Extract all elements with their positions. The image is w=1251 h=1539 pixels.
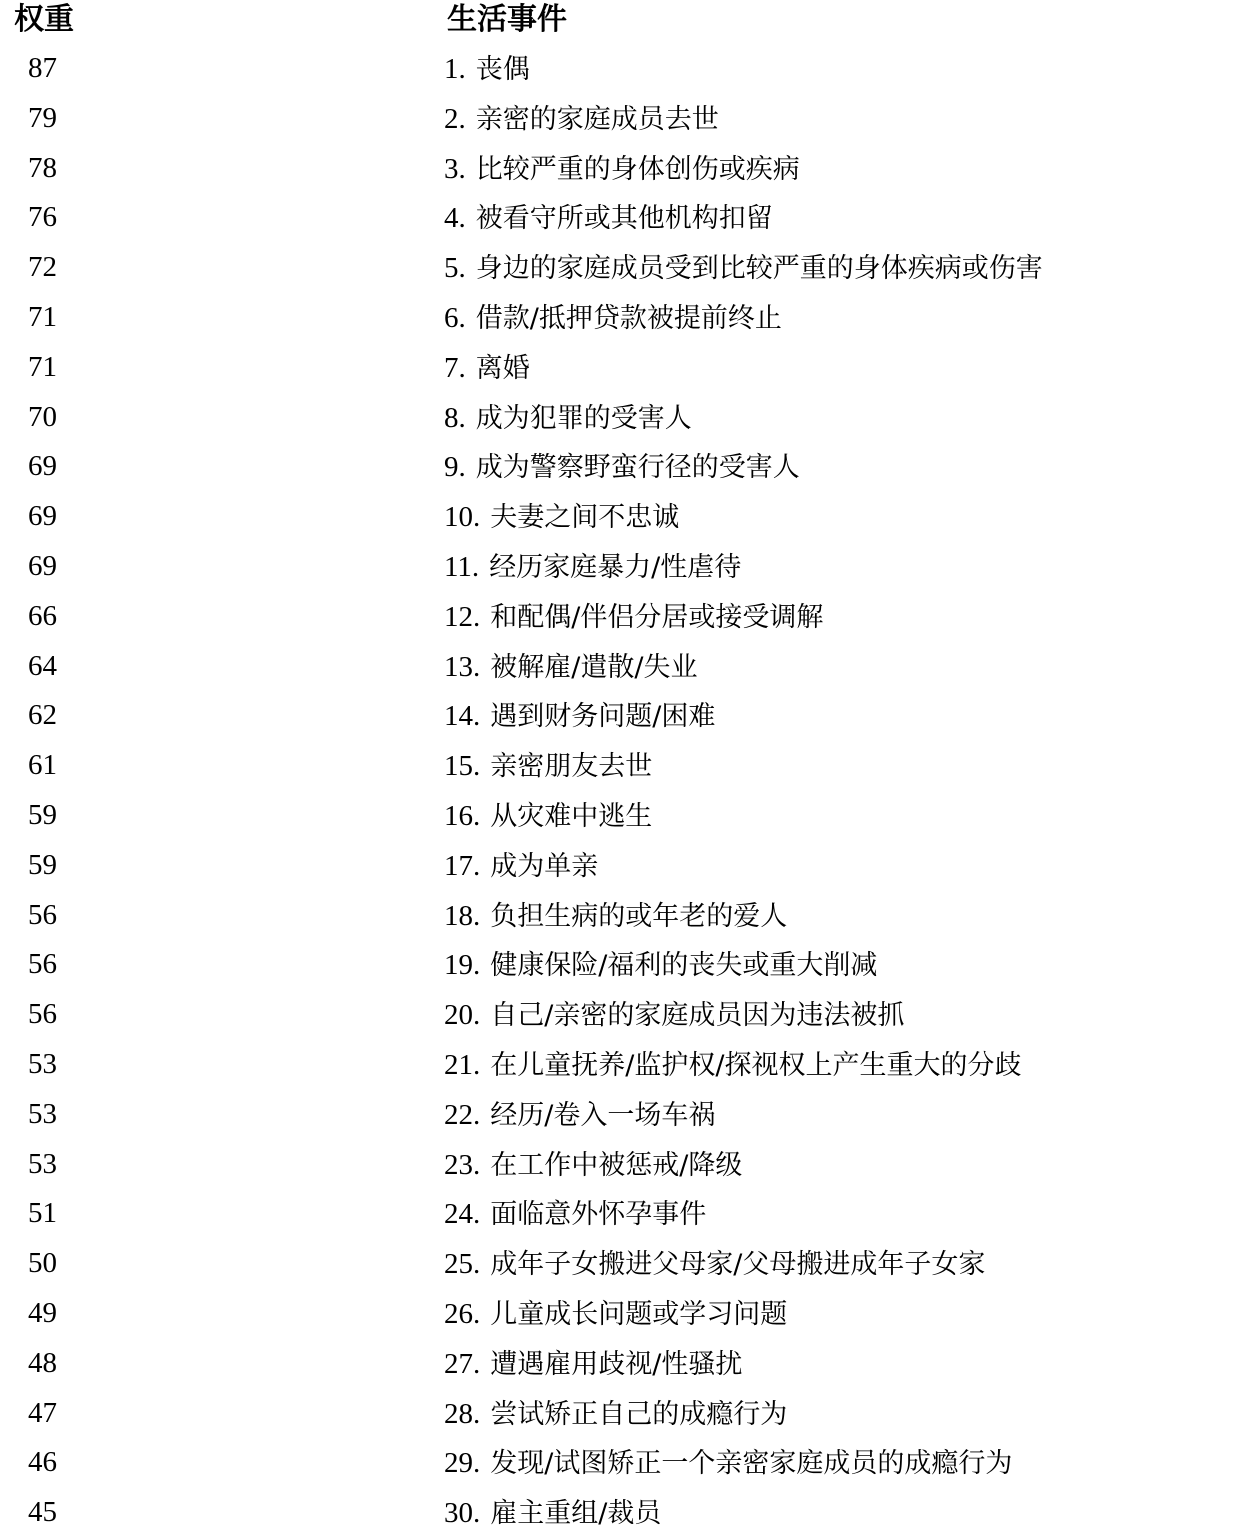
event-cell <box>444 243 1043 294</box>
event-text: 丧偶 <box>475 54 530 85</box>
event-cell <box>444 791 652 842</box>
table-row <box>0 1289 1251 1339</box>
event-cell <box>444 343 530 394</box>
weight-value: 53 <box>28 1097 57 1130</box>
table-row <box>0 343 1251 393</box>
table-row <box>0 293 1251 343</box>
event-cell <box>444 1090 715 1141</box>
weight-value: 66 <box>28 599 57 632</box>
event-cell <box>444 891 787 942</box>
event-number: 11. <box>444 550 480 583</box>
event-text: 从灾难中逃生 <box>490 800 653 832</box>
table-row <box>0 841 1251 891</box>
table-row <box>0 1040 1251 1090</box>
event-text: 经历家庭暴力/性虐待 <box>489 551 742 583</box>
event-cell <box>444 442 800 493</box>
event-cell <box>444 492 679 543</box>
event-number: 23. <box>444 1148 481 1181</box>
event-cell <box>444 393 692 444</box>
weight-value: 53 <box>28 1047 57 1080</box>
event-text: 雇主重组/裁员 <box>490 1498 662 1530</box>
weight-value: 87 <box>28 52 57 84</box>
table-row <box>0 94 1251 144</box>
event-cell <box>444 1488 661 1539</box>
event-number: 22. <box>444 1098 481 1131</box>
event-cell <box>444 1140 742 1191</box>
event-text: 经历/卷入一场车祸 <box>490 1099 716 1131</box>
weight-value: 61 <box>28 749 57 782</box>
event-number: 18. <box>444 899 481 932</box>
weight-value: 62 <box>28 699 57 732</box>
event-text: 发现/试图矫正一个亲密家庭成员的成瘾行为 <box>490 1448 1013 1480</box>
table-row <box>0 1090 1251 1140</box>
event-number: 5. <box>444 252 466 285</box>
event-cell <box>444 841 598 892</box>
table-row <box>0 1239 1251 1289</box>
table-row <box>0 691 1251 741</box>
weight-value: 70 <box>28 400 57 433</box>
table-row <box>0 642 1251 692</box>
event-cell <box>444 642 697 693</box>
table-row <box>0 542 1251 592</box>
table-row <box>0 1438 1251 1488</box>
event-text: 成为警察野蛮行径的受害人 <box>475 452 800 484</box>
event-cell <box>444 144 800 195</box>
event-cell <box>444 1339 742 1390</box>
weight-value: 71 <box>28 350 57 383</box>
event-text: 比较严重的身体创伤或疾病 <box>475 153 800 185</box>
event-number: 15. <box>444 750 481 783</box>
event-text: 亲密朋友去世 <box>490 751 653 783</box>
event-text: 儿童成长问题或学习问题 <box>490 1298 788 1330</box>
event-column-header: 生活事件 <box>447 2 567 37</box>
weight-value: 69 <box>28 549 57 582</box>
event-number: 6. <box>444 301 466 334</box>
event-number: 9. <box>444 451 466 484</box>
weight-value: 69 <box>28 450 57 483</box>
weight-value: 56 <box>28 898 57 931</box>
event-number: 29. <box>444 1447 481 1480</box>
event-number: 19. <box>444 949 481 982</box>
event-text: 成年子女搬进父母家/父母搬进成年子女家 <box>490 1249 986 1281</box>
table-row <box>0 193 1251 243</box>
event-number: 26. <box>444 1297 481 1330</box>
event-text: 成为犯罪的受害人 <box>475 402 692 434</box>
event-text: 在儿童抚养/监护权/探视权上产生重大的分歧 <box>490 1049 1022 1081</box>
event-number: 17. <box>444 849 481 882</box>
table-row <box>0 741 1251 791</box>
event-text: 遭遇雇用歧视/性骚扰 <box>490 1348 743 1380</box>
event-cell <box>444 1189 706 1240</box>
event-text: 面临意外怀孕事件 <box>490 1199 707 1231</box>
event-cell <box>444 691 715 742</box>
weight-value: 50 <box>28 1247 57 1280</box>
table-row <box>0 393 1251 443</box>
event-text: 被解雇/遣散/失业 <box>490 651 698 683</box>
event-text: 遇到财务问题/困难 <box>490 701 716 733</box>
table-row <box>0 891 1251 941</box>
weight-value: 79 <box>28 101 57 134</box>
event-number: 2. <box>444 102 466 135</box>
event-text: 离婚 <box>475 352 530 384</box>
table-row <box>0 442 1251 492</box>
event-text: 身边的家庭成员受到比较严重的身体疾病或伤害 <box>475 253 1043 285</box>
event-cell <box>444 1389 787 1440</box>
event-number: 1. <box>444 53 466 85</box>
event-text: 负担生病的或年老的爱人 <box>490 900 788 932</box>
weight-value: 78 <box>28 151 57 184</box>
event-text: 被看守所或其他机构扣留 <box>475 203 773 235</box>
event-text: 成为单亲 <box>490 850 599 882</box>
event-cell <box>444 542 741 593</box>
weight-value: 72 <box>28 251 57 284</box>
event-text: 亲密的家庭成员去世 <box>475 103 719 135</box>
event-number: 27. <box>444 1347 481 1380</box>
event-text: 和配偶/伴侣分居或接受调解 <box>490 601 824 633</box>
weight-value: 56 <box>28 998 57 1031</box>
table-row <box>0 44 1251 94</box>
weight-value: 76 <box>28 201 57 234</box>
table-row <box>0 1140 1251 1190</box>
event-text: 尝试矫正自己的成瘾行为 <box>490 1398 788 1430</box>
event-cell <box>444 741 652 792</box>
event-cell <box>444 1239 985 1290</box>
table-row <box>0 1189 1251 1239</box>
weight-value: 69 <box>28 500 57 533</box>
weight-value: 47 <box>28 1396 57 1429</box>
event-number: 4. <box>444 202 466 235</box>
weight-value: 51 <box>28 1197 57 1230</box>
weight-value: 49 <box>28 1296 57 1329</box>
event-text: 自己/亲密的家庭成员因为违法被抓 <box>490 1000 905 1032</box>
event-text: 在工作中被惩戒/降级 <box>490 1149 743 1181</box>
event-number: 20. <box>444 999 481 1032</box>
event-cell <box>444 193 773 244</box>
event-number: 24. <box>444 1198 481 1231</box>
event-cell <box>444 1438 1012 1489</box>
table-row <box>0 1389 1251 1439</box>
table-row <box>0 144 1251 194</box>
event-number: 16. <box>444 799 481 832</box>
event-number: 12. <box>444 600 481 633</box>
table-row <box>0 1339 1251 1389</box>
weight-value: 56 <box>28 948 57 981</box>
event-number: 21. <box>444 1048 481 1081</box>
weight-value: 71 <box>28 300 57 333</box>
event-text: 夫妻之间不忠诚 <box>490 502 680 534</box>
event-number: 3. <box>444 152 466 185</box>
weight-value: 45 <box>28 1496 57 1529</box>
event-number: 8. <box>444 401 466 434</box>
weight-value: 64 <box>28 649 57 682</box>
table-row <box>0 990 1251 1040</box>
event-cell <box>444 293 782 344</box>
event-number: 13. <box>444 650 481 683</box>
weight-value: 48 <box>28 1346 57 1379</box>
event-cell <box>444 94 719 145</box>
event-cell <box>444 1040 1021 1091</box>
table-row <box>0 492 1251 542</box>
table-row <box>0 592 1251 642</box>
weight-value: 59 <box>28 848 57 881</box>
table-row <box>0 791 1251 841</box>
event-text: 借款/抵押贷款被提前终止 <box>475 302 782 334</box>
event-text: 健康保险/福利的丧失或重大削减 <box>490 950 878 982</box>
event-number: 28. <box>444 1397 481 1430</box>
weight-value: 59 <box>28 798 57 831</box>
event-number: 14. <box>444 700 481 733</box>
table-row <box>0 243 1251 293</box>
table-row <box>0 1488 1251 1538</box>
weight-value: 46 <box>28 1446 57 1479</box>
weight-value: 53 <box>28 1147 57 1180</box>
event-cell <box>444 1289 787 1340</box>
event-number: 10. <box>444 501 481 534</box>
table-row <box>0 940 1251 990</box>
weight-column-header: 权重 <box>14 2 74 37</box>
event-number: 25. <box>444 1248 481 1281</box>
event-cell <box>444 592 823 643</box>
event-number: 30. <box>444 1497 481 1530</box>
event-cell <box>444 44 530 95</box>
table-body <box>0 44 1251 1538</box>
event-number: 7. <box>444 351 466 384</box>
event-cell <box>444 940 877 991</box>
event-cell <box>444 990 904 1041</box>
